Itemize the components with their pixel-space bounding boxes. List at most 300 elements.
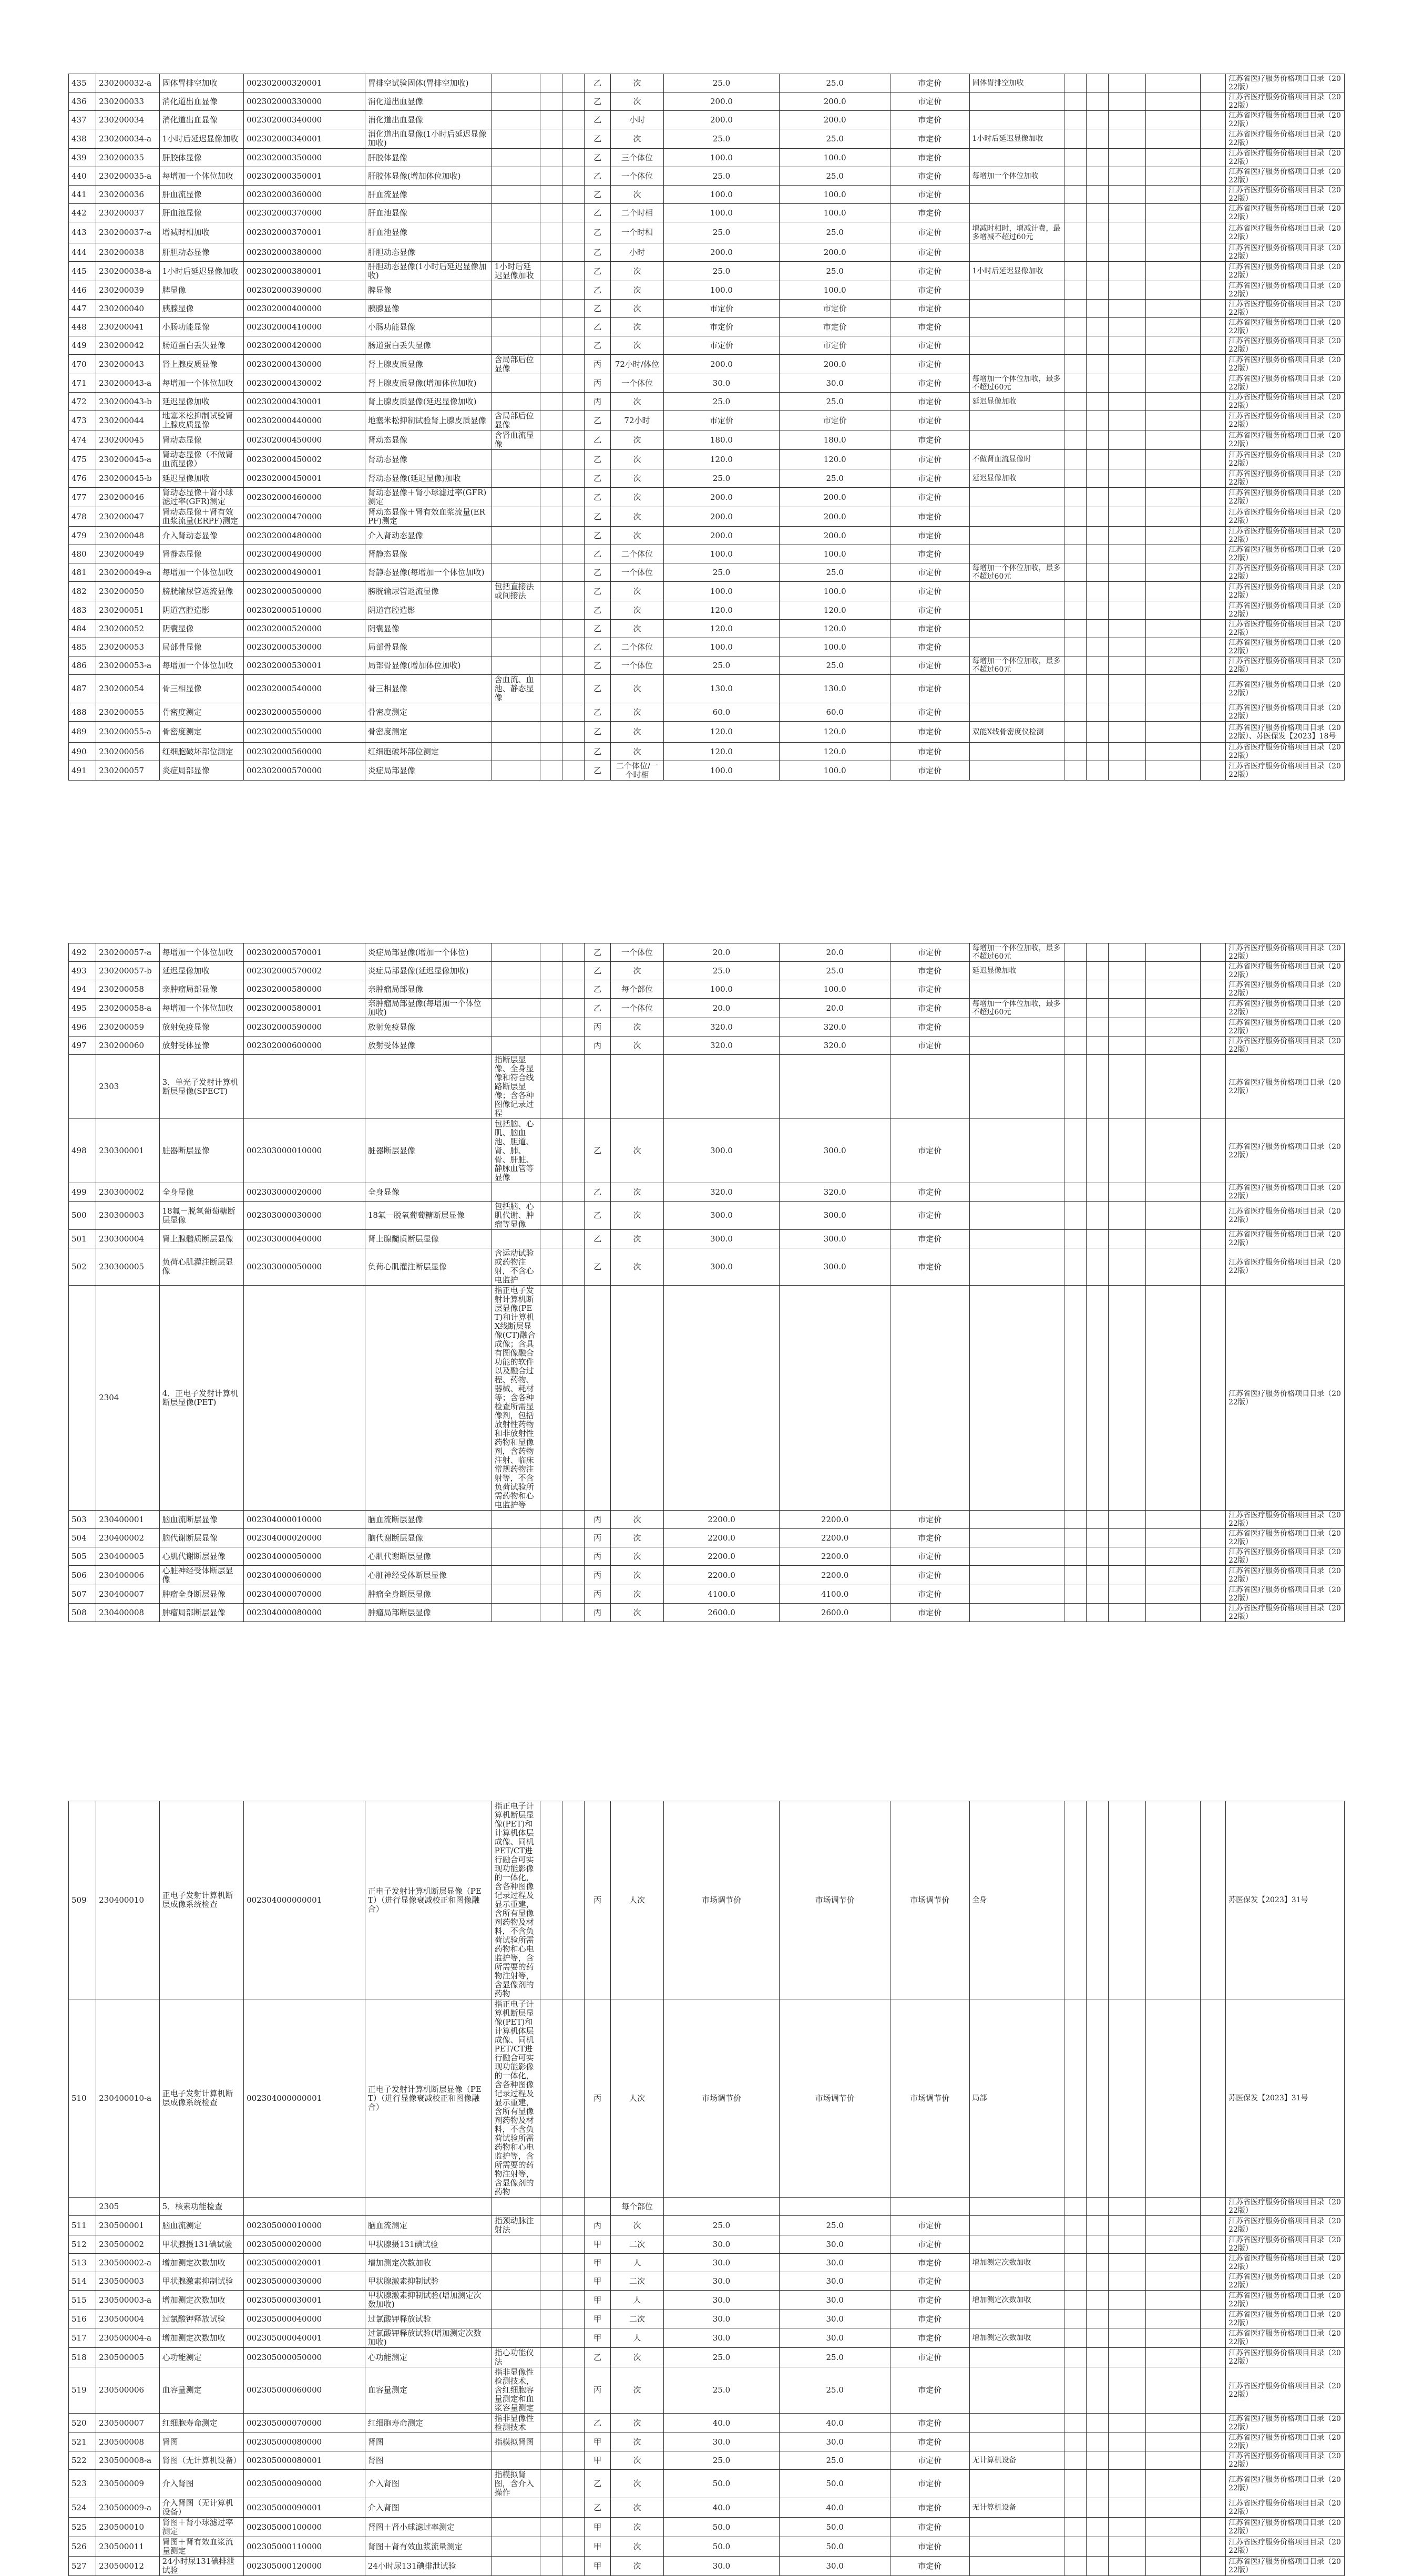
cell-std: 肾动态显像: [365, 430, 492, 450]
cell-empty: [1109, 262, 1145, 281]
cell-unit: 次: [611, 2498, 663, 2518]
cell-std: 介入肾图: [365, 2470, 492, 2498]
cell-empty: [1200, 2272, 1225, 2291]
cell-ex: [540, 281, 562, 300]
cell-p3: 市定价: [890, 1248, 969, 1286]
cell-remark: 增减时相时，增减计费，最多增减不超过60元: [969, 222, 1064, 243]
cell-empty: [562, 743, 585, 761]
cell-empty: [1145, 2537, 1200, 2557]
cell-unit: 次: [611, 1119, 663, 1183]
cell-p2: 20.0: [780, 999, 890, 1018]
cell-remark: 延迟显像加收: [969, 962, 1064, 980]
table-row: [69, 2235, 1345, 2254]
cell-std: 正电子发射计算机断层显像（PET）（进行显像衰减校正和图像融合）: [365, 1999, 492, 2198]
cell-unit: 次: [611, 507, 663, 527]
cell-empty: [562, 336, 585, 355]
cell-empty: [562, 300, 585, 318]
cell-p3: 市定价: [890, 527, 969, 545]
cell-remark: 增加测定次数加收: [969, 2328, 1064, 2348]
cell-remark: [969, 281, 1064, 300]
table-row: [69, 111, 1345, 129]
cell-code: 230200050: [96, 582, 159, 601]
cell-ex: [540, 1183, 562, 1202]
cell-cls: 丙: [585, 1547, 611, 1566]
table-row: [69, 2498, 1345, 2518]
cell-nat: 002302000440000: [244, 411, 365, 430]
cell-std: 红细胞寿命测定: [365, 2414, 492, 2433]
cell-unit: 次: [611, 675, 663, 703]
cell-doc: 江苏省医疗服务价格项目目录（2022版）: [1226, 469, 1345, 488]
cell-empty: [562, 1055, 585, 1119]
cell-ex: [540, 2291, 562, 2310]
cell-p3: 市场调节价: [890, 1999, 969, 2198]
cell-doc: 江苏省医疗服务价格项目目录（2022版）: [1226, 675, 1345, 703]
cell-remark: [969, 703, 1064, 722]
cell-empty: [1087, 204, 1109, 222]
cell-p1: 200.0: [663, 488, 780, 507]
cell-std: 24小时尿131碘排泄试验: [365, 2557, 492, 2576]
cell-code: 230300003: [96, 1202, 159, 1230]
cell-code: 230200058: [96, 980, 159, 999]
cell-remark: [969, 2348, 1064, 2367]
cell-p1: 320.0: [663, 1036, 780, 1055]
cell-cls: 乙: [585, 1119, 611, 1183]
table-row: [69, 743, 1345, 761]
cell-p3: 市定价: [890, 336, 969, 355]
cell-empty: [562, 761, 585, 781]
cell-ex: [540, 2254, 562, 2272]
cell-unit: 次: [611, 2557, 663, 2576]
cell-p1: 30.0: [663, 2235, 780, 2254]
cell-empty: [1087, 149, 1109, 167]
cell-cls: 乙: [585, 93, 611, 111]
cell-remark: [969, 1511, 1064, 1529]
cell-empty: [1200, 243, 1225, 262]
cell-p1: 25.0: [663, 262, 780, 281]
cell-empty: [1087, 563, 1109, 582]
cell-empty: [1087, 2557, 1109, 2576]
cell-empty: [1087, 129, 1109, 149]
cell-std: 增加测定次数加收: [365, 2254, 492, 2272]
cell-empty: [1064, 722, 1087, 743]
cell-p3: 市定价: [890, 943, 969, 962]
cell-empty: [1064, 1529, 1087, 1547]
cell-cls: 丙: [585, 1036, 611, 1055]
cell-cls: 乙: [585, 638, 611, 656]
cell-cls: 乙: [585, 601, 611, 620]
cell-no: 505: [69, 1547, 96, 1566]
cell-nat: 002305000010000: [244, 2216, 365, 2235]
cell-no: 490: [69, 743, 96, 761]
cell-code: 230400010: [96, 1801, 159, 1999]
cell-nat: 002303000010000: [244, 1119, 365, 1183]
cell-empty: [1200, 300, 1225, 318]
cell-empty: [1200, 2498, 1225, 2518]
cell-code: 230200048: [96, 527, 159, 545]
cell-empty: [1200, 1286, 1225, 1511]
cell-name: 肝血池显像: [159, 204, 244, 222]
cell-p1: 200.0: [663, 527, 780, 545]
cell-empty: [562, 2254, 585, 2272]
cell-empty: [1109, 601, 1145, 620]
cell-empty: [1109, 545, 1145, 563]
cell-desc: [492, 2254, 540, 2272]
cell-p3: 市定价: [890, 1585, 969, 1604]
cell-desc: 指模拟肾图，含介入操作: [492, 2470, 540, 2498]
cell-name: 增加测定次数加收: [159, 2254, 244, 2272]
cell-code: 230200057: [96, 761, 159, 781]
cell-code: 230400005: [96, 1547, 159, 1566]
cell-doc: 江苏省医疗服务价格项目目录（2022版）: [1226, 2433, 1345, 2451]
cell-empty: [1064, 355, 1087, 374]
cell-empty: [1145, 1585, 1200, 1604]
cell-desc: [492, 601, 540, 620]
cell-empty: [562, 675, 585, 703]
cell-name: 增减时相加收: [159, 222, 244, 243]
cell-code: 230500003-a: [96, 2291, 159, 2310]
cell-name: 每增加一个体位加收: [159, 943, 244, 962]
cell-empty: [1087, 186, 1109, 204]
cell-p3: 市定价: [890, 2291, 969, 2310]
cell-empty: [1087, 601, 1109, 620]
cell-doc: 江苏省医疗服务价格项目目录（2022版）: [1226, 1055, 1345, 1119]
cell-empty: [1200, 999, 1225, 1018]
cell-cls: 乙: [585, 243, 611, 262]
cell-doc: 江苏省医疗服务价格项目目录（2022版）: [1226, 450, 1345, 469]
cell-code: 230200056: [96, 743, 159, 761]
cell-remark: 无计算机设备: [969, 2451, 1064, 2470]
cell-code: 230200057-b: [96, 962, 159, 980]
cell-std: 肿瘤全身断层显像: [365, 1585, 492, 1604]
cell-name: 肾动态显像＋肾小球滤过率(GFR)测定: [159, 488, 244, 507]
cell-unit: 次: [611, 527, 663, 545]
cell-p3: 市定价: [890, 1036, 969, 1055]
cell-p1: 25.0: [663, 129, 780, 149]
cell-empty: [562, 1801, 585, 1999]
cell-nat: 002302000340001: [244, 129, 365, 149]
cell-doc: 江苏省医疗服务价格项目目录（2022版）: [1226, 962, 1345, 980]
cell-desc: 指非显像性检测技术: [492, 2414, 540, 2433]
cell-desc: [492, 999, 540, 1018]
cell-empty: [1087, 2328, 1109, 2348]
table-page-2: [68, 943, 1345, 1622]
cell-nat: 002302000490001: [244, 563, 365, 582]
cell-p3: 市定价: [890, 545, 969, 563]
cell-nat: 002305000030000: [244, 2272, 365, 2291]
cell-empty: [1064, 507, 1087, 527]
cell-remark: [969, 411, 1064, 430]
cell-std: 肝血池显像: [365, 204, 492, 222]
cell-p2: 30.0: [780, 374, 890, 393]
cell-remark: [969, 1547, 1064, 1566]
cell-unit: 次: [611, 1183, 663, 1202]
cell-empty: [1109, 2216, 1145, 2235]
cell-code: 230500004: [96, 2310, 159, 2328]
cell-empty: [1087, 1604, 1109, 1622]
cell-remark: [969, 2433, 1064, 2451]
cell-nat: 002302000390000: [244, 281, 365, 300]
cell-empty: [1200, 1529, 1225, 1547]
cell-p1: 2200.0: [663, 1529, 780, 1547]
cell-empty: [1109, 393, 1145, 411]
cell-cls: 乙: [585, 761, 611, 781]
cell-unit: 次: [611, 2433, 663, 2451]
cell-p3: 市定价: [890, 2451, 969, 2470]
cell-ex: [540, 1119, 562, 1183]
table-row: [69, 2328, 1345, 2348]
cell-empty: [1145, 507, 1200, 527]
cell-empty: [562, 1036, 585, 1055]
cell-no: 514: [69, 2272, 96, 2291]
cell-std: 正电子发射计算机断层显像（PET）（进行显像衰减校正和图像融合）: [365, 1801, 492, 1999]
cell-name: 消化道出血显像: [159, 93, 244, 111]
cell-empty: [562, 149, 585, 167]
cell-doc: 江苏省医疗服务价格项目目录（2022版）: [1226, 2310, 1345, 2328]
cell-ex: [540, 318, 562, 336]
cell-std: 肾上腺皮质显像: [365, 355, 492, 374]
cell-empty: [562, 2291, 585, 2310]
cell-empty: [1109, 962, 1145, 980]
cell-p2: 100.0: [780, 204, 890, 222]
cell-remark: [969, 2272, 1064, 2291]
cell-empty: [1064, 2235, 1087, 2254]
cell-unit: 人: [611, 2328, 663, 2348]
cell-code: 230200038: [96, 243, 159, 262]
cell-p1: 320.0: [663, 1018, 780, 1036]
cell-p2: 30.0: [780, 2291, 890, 2310]
cell-empty: [1087, 2198, 1109, 2216]
cell-no: 491: [69, 761, 96, 781]
cell-p1: 100.0: [663, 281, 780, 300]
cell-cls: 乙: [585, 222, 611, 243]
cell-desc: [492, 1566, 540, 1585]
cell-p1: 20.0: [663, 943, 780, 962]
cell-name: 介入肾图（无计算机设备）: [159, 2498, 244, 2518]
cell-p1: 300.0: [663, 1230, 780, 1248]
cell-empty: [1087, 74, 1109, 93]
cell-empty: [1109, 1604, 1145, 1622]
cell-nat: 002302000460000: [244, 488, 365, 507]
cell-cls: 乙: [585, 2414, 611, 2433]
cell-unit: 一个体位: [611, 656, 663, 675]
table-row: [69, 563, 1345, 582]
cell-unit: 次: [611, 601, 663, 620]
cell-p2: 市定价: [780, 411, 890, 430]
cell-name: 肾静态显像: [159, 545, 244, 563]
cell-doc: 苏医保发【2023】31号: [1226, 1999, 1345, 2198]
cell-p1: 100.0: [663, 204, 780, 222]
cell-doc: 江苏省医疗服务价格项目目录（2022版）: [1226, 545, 1345, 563]
cell-std: 心脏神经受体断层显像: [365, 1566, 492, 1585]
cell-remark: [969, 1529, 1064, 1547]
cell-empty: [1064, 450, 1087, 469]
cell-desc: 包括脑、心肌代谢、肿瘤等显像: [492, 1202, 540, 1230]
cell-p1: 30.0: [663, 2291, 780, 2310]
cell-doc: 江苏省医疗服务价格项目目录（2022版）: [1226, 411, 1345, 430]
cell-unit: [611, 1286, 663, 1511]
cell-code: 230200046: [96, 488, 159, 507]
cell-unit: 次: [611, 1547, 663, 1566]
cell-empty: [1064, 149, 1087, 167]
cell-empty: [562, 1511, 585, 1529]
table-row: [69, 336, 1345, 355]
cell-empty: [1200, 430, 1225, 450]
cell-std: 肝血流显像: [365, 186, 492, 204]
cell-empty: [1145, 703, 1200, 722]
cell-cls: 乙: [585, 722, 611, 743]
cell-empty: [1145, 281, 1200, 300]
cell-no: 496: [69, 1018, 96, 1036]
cell-name: 肾动态显像: [159, 430, 244, 450]
cell-empty: [562, 601, 585, 620]
cell-empty: [1109, 2433, 1145, 2451]
cell-p2: [780, 1286, 890, 1511]
cell-nat: 002302000550000: [244, 703, 365, 722]
table-row: [69, 2216, 1345, 2235]
cell-no: 446: [69, 281, 96, 300]
cell-empty: [562, 186, 585, 204]
cell-empty: [562, 2348, 585, 2367]
cell-empty: [562, 129, 585, 149]
cell-ex: [540, 2198, 562, 2216]
cell-ex: [540, 1511, 562, 1529]
cell-no: 523: [69, 2470, 96, 2498]
cell-doc: 江苏省医疗服务价格项目目录（2022版）: [1226, 186, 1345, 204]
cell-p1: 180.0: [663, 430, 780, 450]
cell-nat: 002302000450000: [244, 430, 365, 450]
cell-nat: 002302000530000: [244, 638, 365, 656]
cell-remark: 固体胃排空加收: [969, 74, 1064, 93]
cell-doc: 江苏省医疗服务价格项目目录（2022版）: [1226, 222, 1345, 243]
cell-no: 509: [69, 1801, 96, 1999]
cell-empty: [1109, 2328, 1145, 2348]
cell-name: 地塞米松抑制试验肾上腺皮质显像: [159, 411, 244, 430]
cell-remark: 每增加一个体位加收，最多不超过60元: [969, 374, 1064, 393]
cell-std: 心功能测定: [365, 2348, 492, 2367]
cell-no: 443: [69, 222, 96, 243]
cell-empty: [1200, 450, 1225, 469]
cell-empty: [1064, 620, 1087, 638]
cell-code: 230500001: [96, 2216, 159, 2235]
cell-empty: [1064, 1286, 1087, 1511]
cell-p3: 市定价: [890, 2310, 969, 2328]
cell-empty: [1087, 675, 1109, 703]
cell-empty: [1087, 545, 1109, 563]
cell-std: 肾图＋肾有效血浆流量测定: [365, 2537, 492, 2557]
table-row: [69, 507, 1345, 527]
cell-nat: 002305000080001: [244, 2451, 365, 2470]
table-row: [69, 222, 1345, 243]
cell-desc: [492, 186, 540, 204]
cell-code: 230200047: [96, 507, 159, 527]
cell-doc: 江苏省医疗服务价格项目目录（2022版）: [1226, 111, 1345, 129]
cell-nat: 002304000080000: [244, 1604, 365, 1622]
cell-empty: [1200, 1566, 1225, 1585]
cell-empty: [1200, 2537, 1225, 2557]
cell-empty: [1200, 2254, 1225, 2272]
cell-empty: [1064, 393, 1087, 411]
cell-unit: 一个体位: [611, 943, 663, 962]
cell-remark: [969, 300, 1064, 318]
cell-unit: 次: [611, 2537, 663, 2557]
cell-empty: [1145, 167, 1200, 186]
cell-p1: 50.0: [663, 2470, 780, 2498]
cell-empty: [1109, 2451, 1145, 2470]
cell-p3: [890, 1055, 969, 1119]
cell-empty: [1200, 2235, 1225, 2254]
table-page-3: [68, 1801, 1345, 2576]
cell-name: 每增加一个体位加收: [159, 167, 244, 186]
cell-empty: [1087, 336, 1109, 355]
cell-empty: [1087, 1230, 1109, 1248]
cell-remark: [969, 93, 1064, 111]
cell-ex: [540, 393, 562, 411]
cell-ex: [540, 1566, 562, 1585]
cell-code: 230200045-b: [96, 469, 159, 488]
table-row: [69, 2537, 1345, 2557]
cell-ex: [540, 222, 562, 243]
cell-p2: 100.0: [780, 980, 890, 999]
cell-doc: 江苏省医疗服务价格项目目录（2022版）: [1226, 2198, 1345, 2216]
table-row: [69, 488, 1345, 507]
cell-desc: [492, 943, 540, 962]
cell-name: 每增加一个体位加收: [159, 563, 244, 582]
cell-empty: [1145, 129, 1200, 149]
cell-std: [365, 2198, 492, 2216]
cell-p2: 市场调节价: [780, 1999, 890, 2198]
cell-ex: [540, 943, 562, 962]
cell-p1: 20.0: [663, 999, 780, 1018]
cell-empty: [1200, 1511, 1225, 1529]
cell-p3: 市定价: [890, 1183, 969, 1202]
table-row: [69, 1202, 1345, 1230]
cell-doc: 江苏省医疗服务价格项目目录（2022版）: [1226, 2216, 1345, 2235]
cell-remark: [969, 2414, 1064, 2433]
cell-p3: 市定价: [890, 2433, 969, 2451]
cell-empty: [562, 2235, 585, 2254]
cell-empty: [1145, 620, 1200, 638]
cell-desc: 指模拟肾图: [492, 2433, 540, 2451]
cell-empty: [1145, 2310, 1200, 2328]
cell-doc: 江苏省医疗服务价格项目目录（2022版）: [1226, 2254, 1345, 2272]
table-row: [69, 2291, 1345, 2310]
cell-remark: 双能X线骨密度仪检测: [969, 722, 1064, 743]
cell-nat: 002302000540000: [244, 675, 365, 703]
cell-remark: [969, 582, 1064, 601]
cell-p1: 30.0: [663, 2272, 780, 2291]
cell-unit: 次: [611, 74, 663, 93]
cell-nat: 002302000360000: [244, 186, 365, 204]
table-row: [69, 638, 1345, 656]
cell-p1: 120.0: [663, 450, 780, 469]
cell-no: 499: [69, 1183, 96, 1202]
cell-no: 482: [69, 582, 96, 601]
cell-empty: [1145, 1511, 1200, 1529]
cell-cls: 乙: [585, 545, 611, 563]
cell-no: 480: [69, 545, 96, 563]
cell-remark: 增加测定次数加收: [969, 2291, 1064, 2310]
cell-cls: 乙: [585, 318, 611, 336]
cell-p3: 市定价: [890, 411, 969, 430]
cell-p2: 120.0: [780, 620, 890, 638]
cell-doc: 江苏省医疗服务价格项目目录（2022版）: [1226, 2367, 1345, 2414]
cell-name: 心肌代谢断层显像: [159, 1547, 244, 1566]
table-row: [69, 1547, 1345, 1566]
cell-empty: [1064, 2198, 1087, 2216]
cell-empty: [1200, 638, 1225, 656]
cell-ex: [540, 980, 562, 999]
cell-empty: [1145, 2272, 1200, 2291]
